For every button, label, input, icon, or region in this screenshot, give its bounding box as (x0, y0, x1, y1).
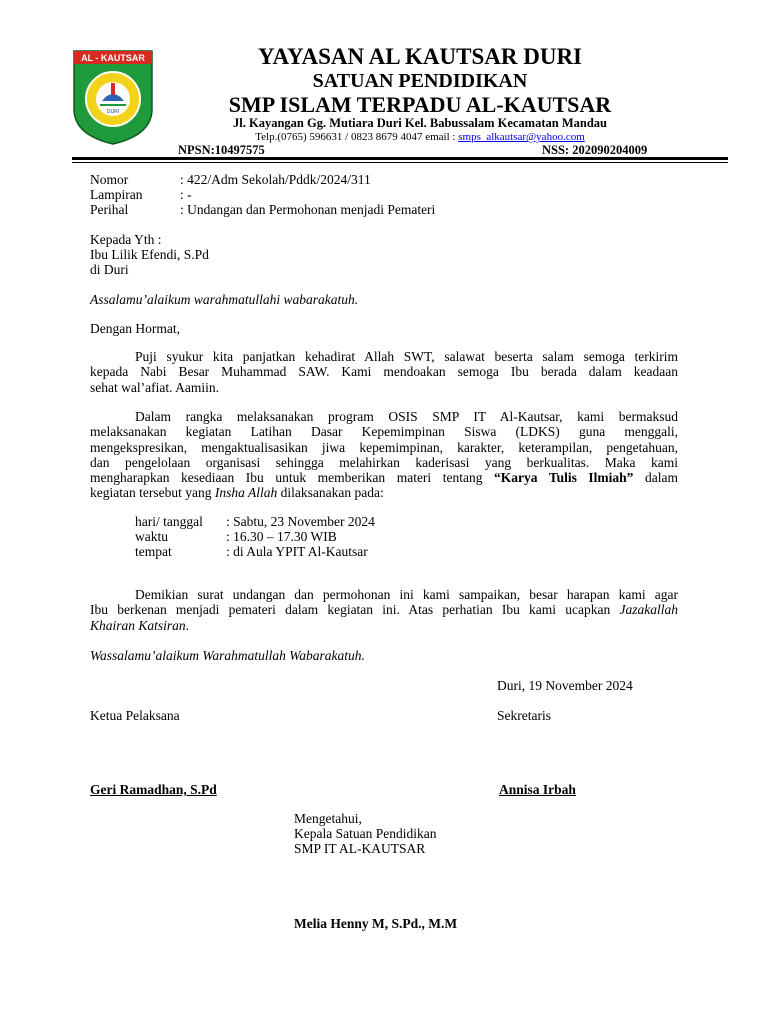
nomor-value: : 422/Adm Sekolah/Pddk/2024/311 (180, 172, 371, 187)
schedule-place-value: : di Aula YPIT Al-Kautsar (226, 544, 368, 559)
paragraph-1 (90, 349, 678, 395)
closing-paragraph (90, 587, 678, 633)
insha-allah: Insha Allah (214, 485, 278, 501)
logo-banner-text: AL - KAUTSAR (81, 53, 145, 63)
schedule-time-value: : 16.30 – 17.30 WIB (226, 529, 337, 544)
recipient-location: di Duri (90, 262, 129, 277)
closing-salam: Wassalamu’alaikum Warahmatullah Wabarakatuh. (90, 648, 365, 663)
paragraph-2-line: kegiatan tersebut yang Insha Allah dilaksanakan pada: (90, 485, 384, 501)
principal-name: Melia Henny M, S.Pd., M.M (294, 916, 458, 931)
paragraph-1-line: sehat wal’afiat. Aamiin. (90, 379, 219, 395)
acknowledge-school: SMP IT AL-KAUTSAR (294, 841, 426, 856)
left-signer-name: Geri Ramadhan, S.Pd (90, 782, 217, 797)
closing-line: Khairan Katsiran. (90, 617, 190, 633)
foundation-title: YAYASAN AL KAUTSAR DURI (257, 44, 583, 69)
acknowledge-title: Kepala Satuan Pendidikan (294, 826, 437, 841)
closing-line: Ibu berkenan menjadi pemateri dalam kegiatan ini. Atas perhatian Ibu kami ucapkan Jazakallah (90, 602, 678, 618)
unit-title: SATUAN PENDIDIKAN (312, 70, 528, 92)
paragraph-1-line: kepada Nabi Besar Muhammad SAW. Kami mendoakan semoga Ibu berada dalam keadaan (90, 364, 678, 380)
place-date: Duri, 19 November 2024 (497, 678, 633, 693)
email-link[interactable]: smps_alkautsar@yahoo.com (458, 131, 585, 143)
nomor-label: Nomor (90, 172, 129, 187)
header-rule-thin (72, 162, 728, 163)
acknowledge-label: Mengetahui, (294, 811, 362, 826)
contact-phone: Telp.(0765) 596631 / 0823 8679 4047 email : (255, 131, 459, 143)
recipient-name: Ibu Lilik Efendi, S.Pd (90, 247, 209, 262)
perihal-label: Perihal (90, 202, 129, 217)
school-logo (72, 49, 154, 145)
schedule-day-value: : Sabtu, 23 November 2024 (226, 514, 375, 529)
paragraph-2-line: dan pengelolaan organisasi sehingga melahirkan kaderisasi yang berkualitas. Maka kami (90, 454, 678, 470)
school-title: SMP ISLAM TERPADU AL-KAUTSAR (228, 92, 612, 117)
header-rule-thick (72, 157, 728, 160)
greeting: Dengan Hormat, (90, 321, 180, 336)
lampiran-label: Lampiran (90, 187, 143, 202)
paragraph-1-line: Puji syukur kita panjatkan kehadirat Allah SWT, salawat beserta salam semoga terkirim (135, 349, 678, 364)
perihal-value: : Undangan dan Permohonan menjadi Pemateri (180, 202, 436, 217)
nss: NSS: 202090204009 (542, 143, 648, 157)
left-signer-title: Ketua Pelaksana (90, 708, 180, 723)
school-address: Jl. Kayangan Gg. Mutiara Duri Kel. Babussalam Kecamatan Mandau (233, 116, 607, 130)
opening-salam: Assalamu’alaikum warahmatullahi wabarakatuh. (90, 292, 359, 307)
recipient-heading: Kepada Yth : (90, 232, 162, 247)
contact-line (170, 131, 670, 143)
schedule-time-label: waktu (135, 529, 168, 544)
right-signer-title: Sekretaris (497, 708, 551, 723)
topic-title: “Karya Tulis Ilmiah” (494, 470, 634, 486)
lampiran-value: : - (180, 187, 192, 202)
paragraph-2-line: melaksanakan kegiatan Latihan Dasar Kepemimpinan Siswa (LDKS) guna menggali, (90, 424, 678, 440)
paragraph-2 (90, 409, 678, 501)
npsn: NPSN:10497575 (178, 143, 265, 157)
paragraph-2-line: Dalam rangka melaksanakan program OSIS SMP IT Al-Kautsar, kami bermaksud (135, 409, 678, 424)
schedule-day-label: hari/ tanggal (135, 514, 203, 529)
closing-line: Demikian surat undangan dan permohonan ini kami sampaikan, besar harapan kami agar (135, 587, 678, 602)
paragraph-2-line: mengharapkan kesediaan Ibu untuk memberikan materi tentang “Karya Tulis Ilmiah” dalam (90, 470, 678, 486)
schedule-place-label: tempat (135, 544, 172, 559)
paragraph-2-line: mengekspresikan, mengaktualisasikan jiwa kepemimpinan, karakter, keterampilan, pengetahuan, (90, 439, 678, 455)
right-signer-name: Annisa Irbah (499, 782, 576, 797)
logo-small-text: DURI (106, 109, 120, 115)
